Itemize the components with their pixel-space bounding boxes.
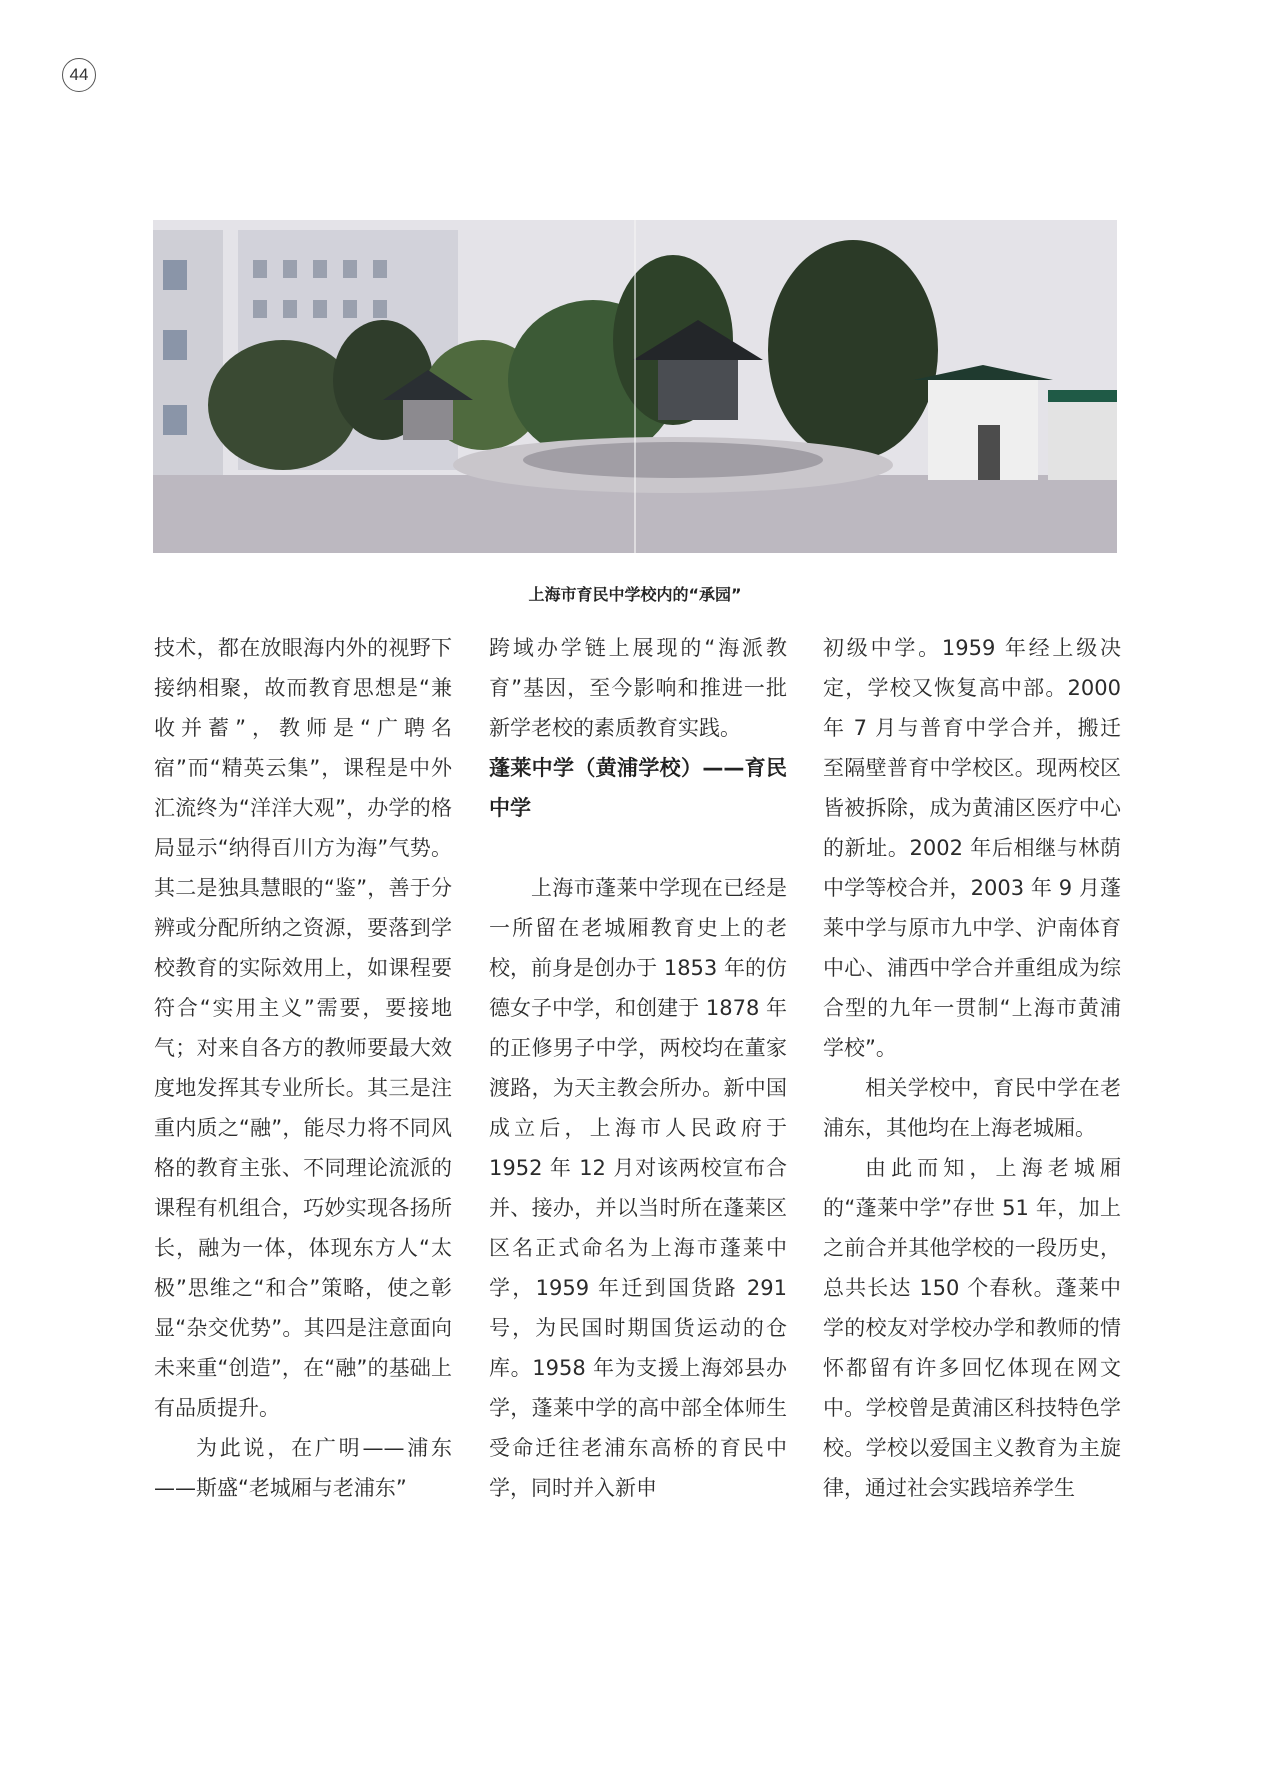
paragraph: 跨域办学链上展现的“海派教育”基因，至今影响和推进一批新学老校的素质教育实践。	[489, 636, 787, 740]
text-column-2	[489, 628, 787, 1508]
school-garden-photo	[153, 220, 1117, 553]
page-number: 44	[62, 58, 96, 92]
text-column-3	[823, 628, 1121, 1508]
paragraph: 初级中学。1959 年经上级决定，学校又恢复高中部。2000 年 7 月与普育中学合并，搬迁至隔壁普育中学校区。现两校区皆被拆除，成为黄浦区医疗中心的新址。2002 年后相继与林荫中学等校合并，2003 年 9 月蓬莱中学与原市九中学、沪南体育中心、浦西中学合并重组成为综合型的九年一贯制“上海市黄浦学校”。	[823, 636, 1121, 1060]
paragraph: 为此说，在广明——浦东——斯盛“老城厢与老浦东”	[154, 1436, 452, 1500]
section-heading: 蓬莱中学（黄浦学校）——育民中学	[489, 756, 787, 820]
text-column-1	[154, 628, 452, 1508]
paragraph: 上海市蓬莱中学现在已经是一所留在老城厢教育史上的老校，前身是创办于 1853 年的仿德女子中学，和创建于 1878 年的正修男子中学，两校均在董家渡路，为天主教会所办。新中国成立后，上海市人民政府于 1952 年 12 月对该两校宣布合并、接办，并以当时所在蓬莱区区名正式命名为上海市蓬莱中学，1959 年迁到国货路 291 号，为民国时期国货运动的仓库。1958 年为支援上海郊县办学，蓬莱中学的高中部全体师生受命迁往老浦东高桥的育民中学，同时并入新申	[489, 876, 787, 1500]
figure-caption: 上海市育民中学校内的“承园”	[528, 585, 742, 604]
photo-school-garden-pavilion-icon	[153, 220, 1117, 553]
paragraph: 相关学校中，育民中学在老浦东，其他均在上海老城厢。	[823, 1076, 1121, 1140]
paragraph: 技术，都在放眼海内外的视野下接纳相聚，故而教育思想是“兼收并蓄”，教师是“广聘名宿”而“精英云集”，课程是中外汇流终为“洋洋大观”，办学的格局显示“纳得百川方为海”气势。其二是独具慧眼的“鉴”，善于分辨或分配所纳之资源，要落到学校教育的实际效用上，如课程要符合“实用主义”需要，要接地气；对来自各方的教师要最大效度地发挥其专业所长。其三是注重内质之“融”，能尽力将不同风格的教育主张、不同理论流派的课程有机组合，巧妙实现各扬所长，融为一体，体现东方人“太极”思维之“和合”策略，使之彰显“杂交优势”。其四是注意面向未来重“创造”，在“融”的基础上有品质提升。	[154, 636, 452, 1420]
paragraph: 由此而知，上海老城厢的“蓬莱中学”存世 51 年，加上之前合并其他学校的一段历史，总共长达 150 个春秋。蓬莱中学的校友对学校办学和教师的情怀都留有许多回忆体现在网文中。学校曾是黄浦区科技特色学校。学校以爱国主义教育为主旋律，通过社会实践培养学生	[823, 1156, 1121, 1500]
